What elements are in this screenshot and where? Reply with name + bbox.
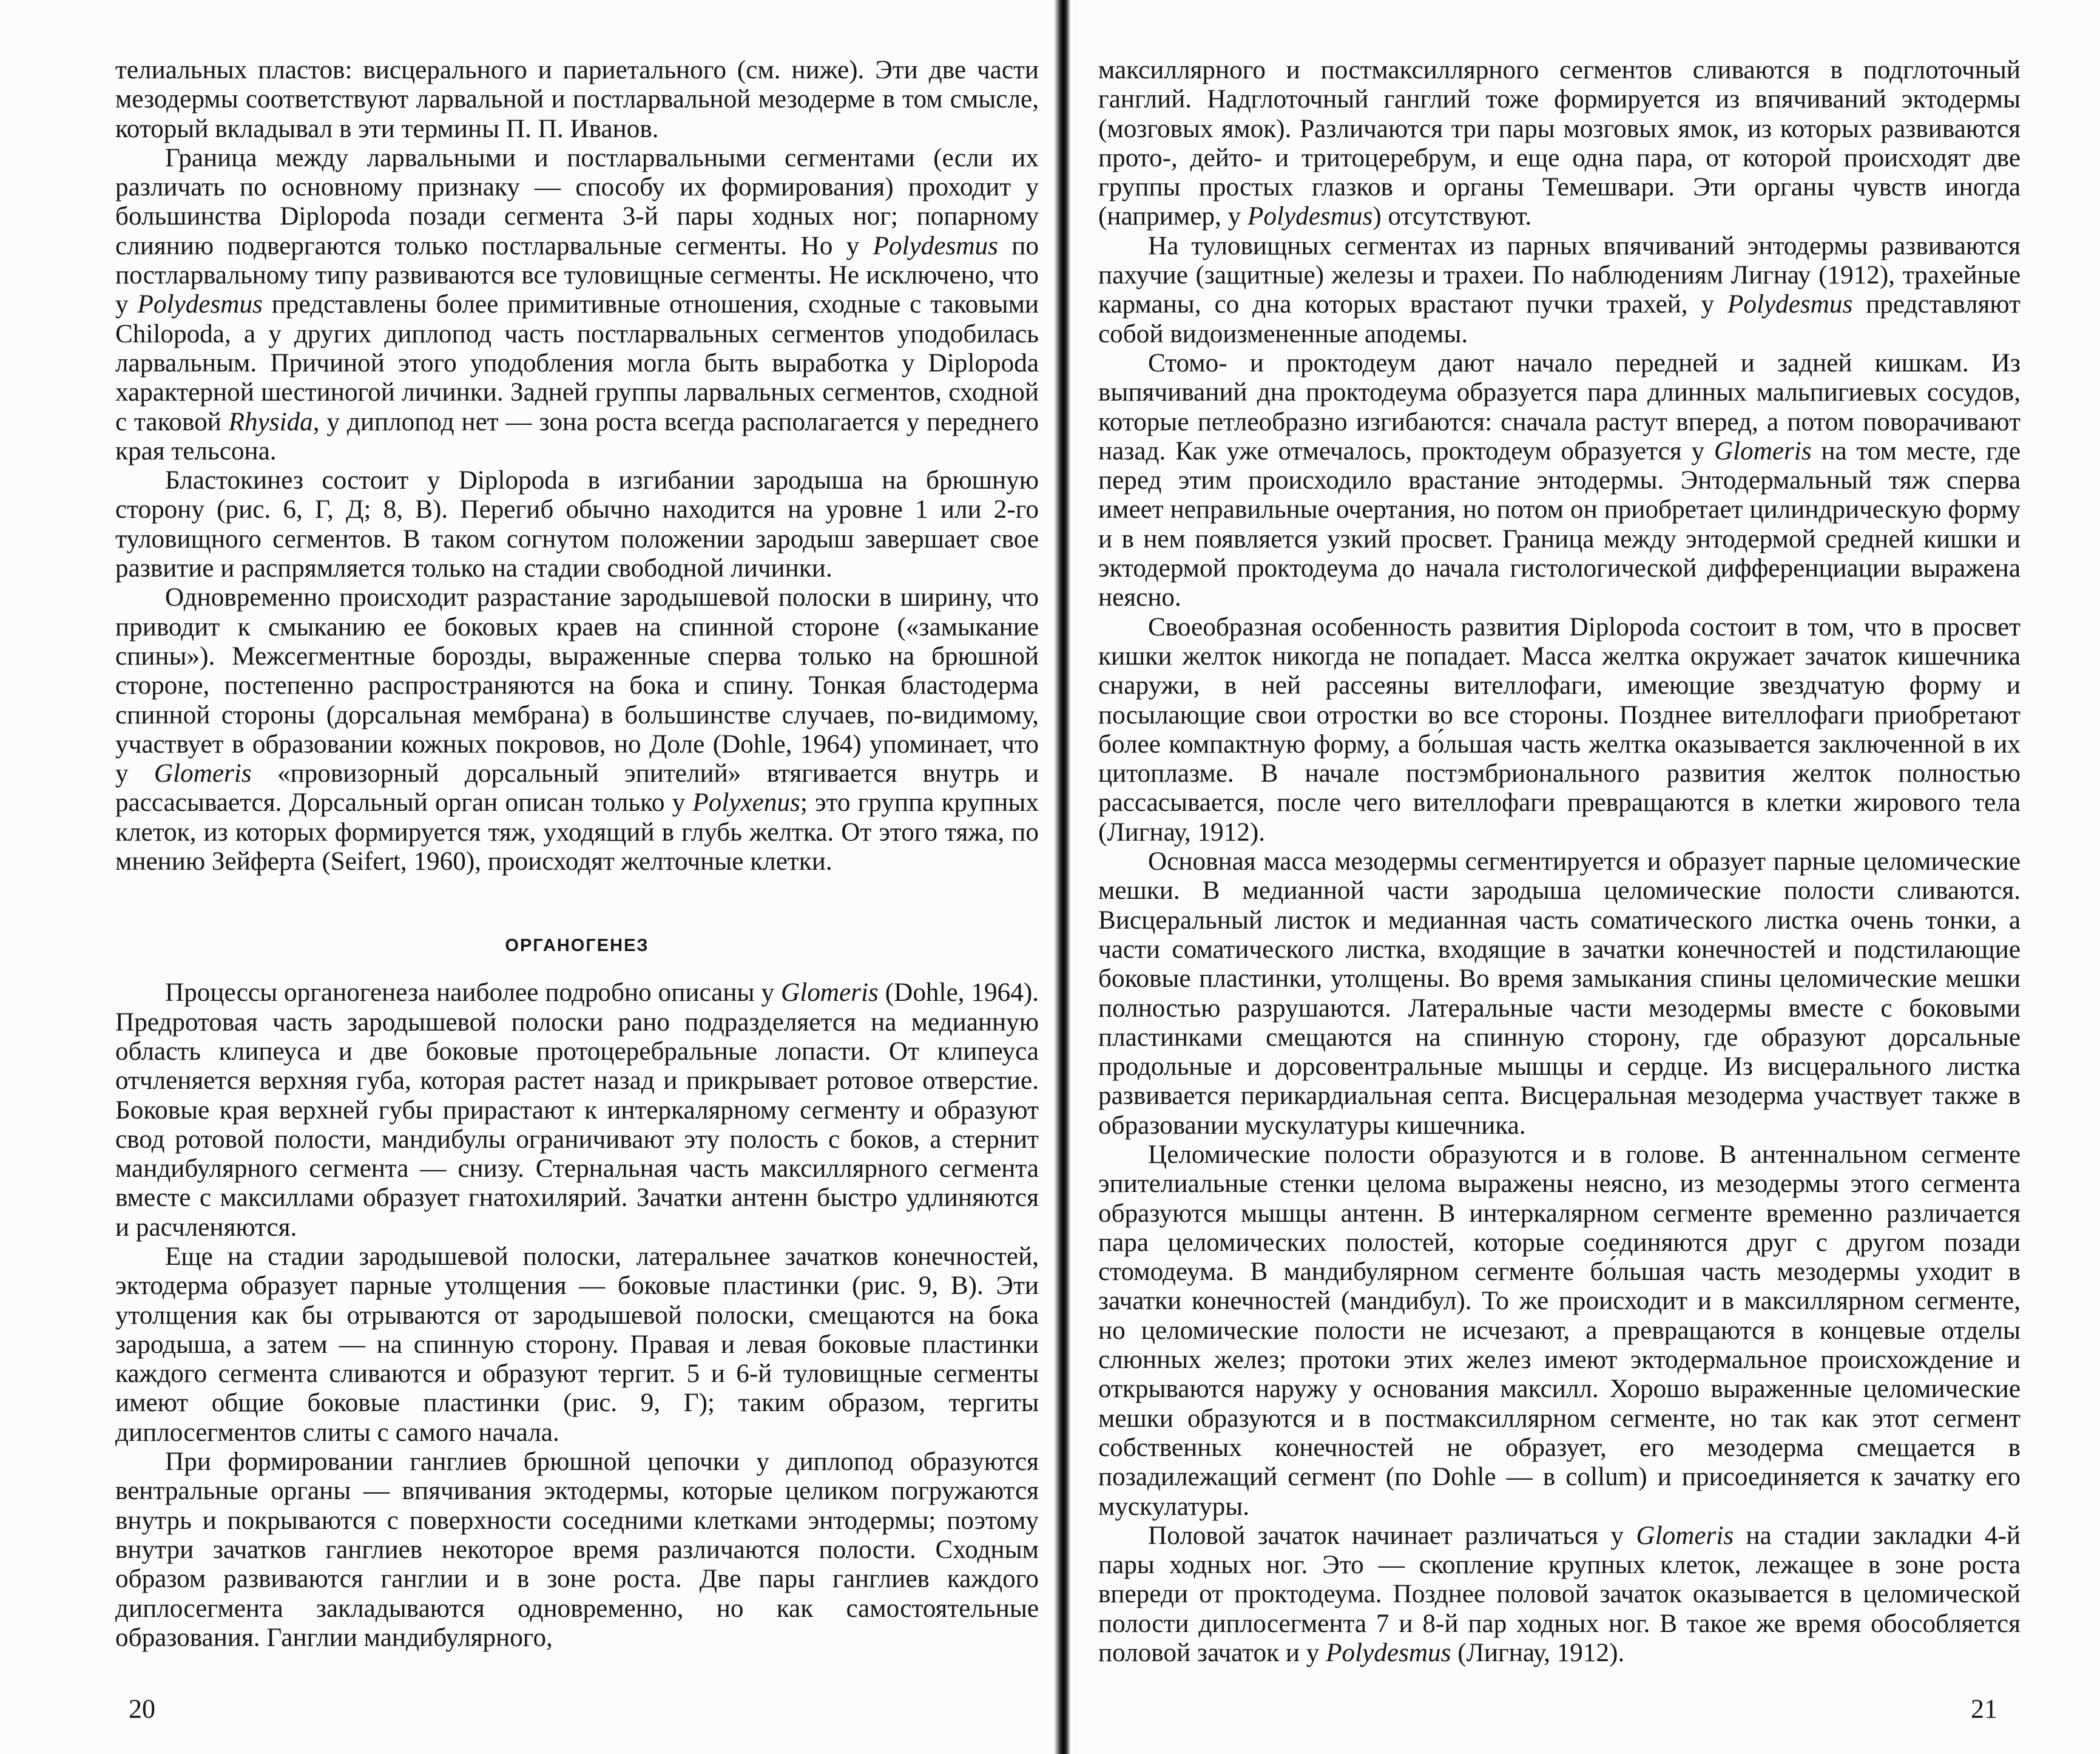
paragraph: Основная масса мезодермы сегментируется и образует парные целомические мешки. В медианной части зародыша целомические полости сливаются. Висцеральный листок и медианная часть соматического листка очень тонки, а части соматического листка, входящие в зачатки конечностей и подстилающие боковые пластинки, утолщены. Во время замыкания спины целомические мешки полностью разрушаются. Латеральные части мезодермы вместе с боковыми пластинками смещаются на спинную сторону, где образуют дорсальные продольные и дорсовентральные мышцы и сердце. Из висцерального листка развивается перикардиальная септа. Висцеральная мезодерма участвует также в образовании мускулатуры кишечника.	[1098, 847, 2021, 1140]
right-page	[1073, 0, 2100, 1754]
paragraph: Процессы органогенеза наиболее подробно описаны у Glomeris (Dohle, 1964). Предротовая часть зародышевой полоски рано подразделяется на медианную область клипеуса и две боковые протоцеребральные лопасти. От клипеуса отчленяется верхняя губа, которая растет назад и прикрывает ротовое отверстие. Боковые края верхней губы прирастают к интеркалярному сегменту и образуют свод ротовой полости, мандибулы ограничивают эту полость с боков, а стернит мандибулярного сегмента — снизу. Стернальная часть максиллярного сегмента вместе с максиллами образует гнатохилярий. Зачатки антенн быстро удлиняются и расчленяются.	[115, 978, 1039, 1242]
paragraph: Граница между ларвальными и постларвальными сегментами (если их различать по основному признаку — способу их формирования) проходит у большинства Diplopoda позади сегмента 3-й пары ходных ног; попарному слиянию подвергаются только постларвальные сегменты. Но у Polydesmus по постларвальному типу развиваются все туловищные сегменты. Не исключено, что у Polydesmus представлены более примитивные отношения, сходные с таковыми Chilopoda, а у других диплопод часть постларвальных сегментов уподобилась ларвальным. Причиной этого уподобления могла быть выработка у Diplopoda характерной шестиногой личинки. Задней группы ларвальных сегментов, сходной с таковой Rhysida, у диплопод нет — зона роста всегда располагается у переднего края тельсона.	[115, 143, 1039, 466]
paragraph: Одновременно происходит разрастание зародышевой полоски в ширину, что приводит к смыканию ее боковых краев на спинной стороне («замыкание спины»). Межсегментные борозды, выраженные сперва только на брюшной стороне, постепенно распространяются на бока и спину. Тонкая бластодерма спинной стороны (дорсальная мембрана) в большинстве случаев, по-видимому, участвует в образовании кожных покровов, но Доле (Dohle, 1964) упоминает, что у Glomeris «провизорный дорсальный эпителий» втягивается внутрь и рассасывается. Дорсальный орган описан только у Polyxenus; это группа крупных клеток, из которых формируется тяж, уходящий в глубь желтка. От этого тяжа, по мнению Зейферта (Seifert, 1960), происходят желточные клетки.	[115, 583, 1039, 876]
paragraph: максиллярного и постмаксиллярного сегментов сливаются в подглоточный ганглий. Надглоточный ганглий тоже формируется из впячиваний эктодермы (мозговых ямок). Различаются три пары мозговых ямок, из которых развиваются прото-, дейто- и тритоцеребрум, и еще одна пара, от которой происходят две группы простых глазков и органы Темешвари. Эти органы чувств иногда (например, у Polydesmus) отсутствуют.	[1098, 56, 2021, 231]
paragraph: Стомо- и проктодеум дают начало передней и задней кишкам. Из выпячиваний дна проктодеума образуется пара длинных мальпигиевых сосудов, которые петлеобразно изгибаются: сначала растут вперед, а потом поворачивают назад. Как уже отмечалось, проктодеум образуется у Glomeris на том месте, где перед этим происходило врастание энтодермы. Энтодермальный тяж сперва имеет неправильные очертания, но потом он приобретает цилиндрическую форму и в нем появляется узкий просвет. Граница между энтодермой средней кишки и эктодермой проктодеума до начала гистологической дифференциации выражена неясно.	[1098, 348, 2021, 612]
paragraph: Половой зачаток начинает различаться у Glomeris на стадии закладки 4-й пары ходных ног. Это — скопление крупных клеток, лежащее в зоне роста впереди от проктодеума. Позднее половой зачаток оказывается в целомической полости диплосегмента 7 и 8-й пар ходных ног. В такое же время обособляется половой зачаток и у Polydesmus (Лигнау, 1912).	[1098, 1521, 2021, 1668]
book-spine	[1055, 0, 1070, 1754]
paragraph: телиальных пластов: висцерального и париетального (см. ниже). Эти две части мезодермы соответствуют ларвальной и постларвальной мезодерме в том смысле, который вкладывал в эти термины П. П. Иванов.	[115, 56, 1039, 143]
page-number: 20	[129, 1694, 155, 1724]
paragraph: Целомические полости образуются и в голове. В антеннальном сегменте эпителиальные стенки целома выражены неясно, из мезодермы этого сегмента образуются мышцы антенн. В интеркалярном сегменте временно различается пара целомических полостей, которые соединяются друг с другом позади стомодеума. В мандибулярном сегменте бо́льшая часть мезодермы уходит в зачатки конечностей (мандибул). То же происходит и в максиллярном сегменте, но целомические полости не исчезают, а превращаются в концевые отделы слюнных желез; протоки этих желез имеют эктодермальное происхождение и открываются наружу у основания максилл. Хорошо выраженные целомические мешки образуются и в постмаксиллярном сегменте, но так как этот сегмент собственных конечностей не образует, его мезодерма смещается в позадилежащий сегмент (по Dohle — в collum) и присоединяется к зачатку его мускулатуры.	[1098, 1140, 2021, 1521]
left-text-column	[115, 56, 1039, 1653]
page-number: 21	[1971, 1694, 1997, 1724]
paragraph: Бластокинез состоит у Diplopoda в изгибании зародыша на брюшную сторону (рис. 6, Г, Д; 8, В). Перегиб обычно находится на уровне 1 или 2-го туловищного сегментов. В таком согнутом положении зародыш завершает свое развитие и распрямляется только на стадии свободной личинки.	[115, 466, 1039, 583]
paragraph: Своеобразная особенность развития Diplopoda состоит в том, что в просвет кишки желток никогда не попадает. Масса желтка окружает зачаток кишечника снаружи, в ней рассеяны вителлофаги, имеющие звездчатую форму и посылающие свои отростки во все стороны. Позднее вителлофаги приобретают более компактную форму, а бо́льшая часть желтка оказывается заключенной в их цитоплазме. В начале постэмбрионального развития желток полностью рассасывается, после чего вителлофаги превращаются в клетки жирового тела (Лигнау, 1912).	[1098, 612, 2021, 847]
paragraph: Еще на стадии зародышевой полоски, латеральнее зачатков конечностей, эктодерма образует парные утолщения — боковые пластинки (рис. 9, В). Эти утолщения как бы отрываются от зародышевой полоски, смещаются на бока зародыша, а затем — на спинную сторону. Правая и левая боковые пластинки каждого сегмента сливаются и образуют тергит. 5 и 6-й туловищные сегменты имеют общие боковые пластинки (рис. 9, Г); таким образом, тергиты диплосегментов слиты с самого начала.	[115, 1242, 1039, 1447]
paragraph: На туловищных сегментах из парных впячиваний энтодермы развиваются пахучие (защитные) железы и трахеи. По наблюдениям Лигнау (1912), трахейные карманы, со дна которых врастают пучки трахей, у Polydesmus представляют собой видоизмененные аподемы.	[1098, 231, 2021, 348]
right-text-column	[1098, 56, 2021, 1668]
section-heading: ОРГАНОГЕНЕЗ	[505, 936, 649, 956]
paragraph: При формировании ганглиев брюшной цепочки у диплопод образуются вентральные органы — впячивания эктодермы, которые целиком погружаются внутрь и покрываются с поверхности соседними клетками энтодермы; поэтому внутри зачатков ганглиев некоторое время различаются полости. Сходным образом развиваются ганглии и в зоне роста. Две пары ганглиев каждого диплосегмента закладываются одновременно, но как самостоятельные образования. Ганглии мандибулярного,	[115, 1448, 1039, 1652]
